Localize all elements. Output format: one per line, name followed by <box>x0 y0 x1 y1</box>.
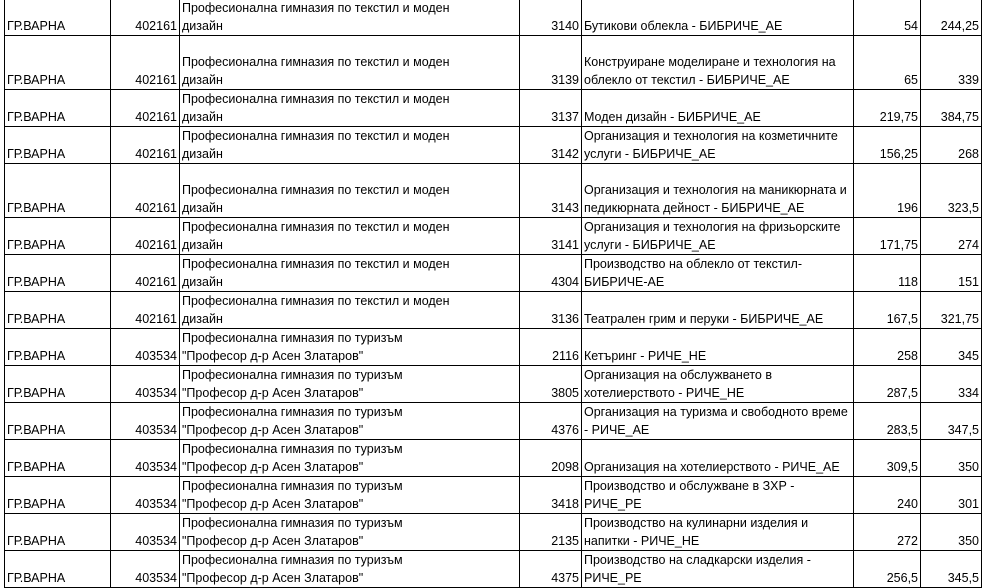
city-cell: ГР.ВАРНА <box>5 440 111 477</box>
specialty-name-cell: Производство и обслужване в ЗХР - РИЧЕ_РЕ <box>582 477 854 514</box>
school-name-cell: Професионална гимназия по текстил и моден дизайн <box>180 0 520 36</box>
school-code-cell: 402161 <box>111 292 180 329</box>
table-row <box>5 514 982 551</box>
max-score-cell: 321,75 <box>921 292 982 329</box>
table-row <box>5 403 982 440</box>
city-cell: ГР.ВАРНА <box>5 366 111 403</box>
specialty-code-cell: 4376 <box>520 403 582 440</box>
school-name-cell: Професионална гимназия по текстил и моден дизайн <box>180 36 520 90</box>
city-cell: ГР.ВАРНА <box>5 477 111 514</box>
school-code-cell: 403534 <box>111 403 180 440</box>
specialty-code-cell: 3142 <box>520 127 582 164</box>
min-score-cell: 287,5 <box>854 366 921 403</box>
table-row <box>5 366 982 403</box>
max-score-cell: 151 <box>921 255 982 292</box>
school-name-cell: Професионална гимназия по текстил и моден дизайн <box>180 90 520 127</box>
specialty-name-cell: Моден дизайн - БИБРИЧЕ_АЕ <box>582 90 854 127</box>
school-code-cell: 403534 <box>111 551 180 588</box>
school-code-cell: 403534 <box>111 329 180 366</box>
min-score-cell: 272 <box>854 514 921 551</box>
specialty-name-cell: Конструиране моделиране и технология на облекло от текстил - БИБРИЧЕ_АЕ <box>582 36 854 90</box>
school-name-cell: Професионална гимназия по туризъм "Професор д-р Асен Златаров" <box>180 366 520 403</box>
max-score-cell: 244,25 <box>921 0 982 36</box>
specialty-name-cell: Организация на хотелиерството - РИЧЕ_АЕ <box>582 440 854 477</box>
specialty-code-cell: 2116 <box>520 329 582 366</box>
min-score-cell: 156,25 <box>854 127 921 164</box>
min-score-cell: 283,5 <box>854 403 921 440</box>
specialty-name-cell: Театрален грим и перуки - БИБРИЧЕ_АЕ <box>582 292 854 329</box>
table-row <box>5 292 982 329</box>
max-score-cell: 350 <box>921 440 982 477</box>
city-cell: ГР.ВАРНА <box>5 164 111 218</box>
min-score-cell: 65 <box>854 36 921 90</box>
city-cell: ГР.ВАРНА <box>5 403 111 440</box>
city-cell: ГР.ВАРНА <box>5 0 111 36</box>
school-name-cell: Професионална гимназия по текстил и моден дизайн <box>180 127 520 164</box>
specialty-name-cell: Организация и технология на козметичните услуги - БИБРИЧЕ_АЕ <box>582 127 854 164</box>
min-score-cell: 256,5 <box>854 551 921 588</box>
school-name-cell: Професионална гимназия по туризъм "Професор д-р Асен Златаров" <box>180 329 520 366</box>
min-score-cell: 54 <box>854 0 921 36</box>
max-score-cell: 268 <box>921 127 982 164</box>
max-score-cell: 323,5 <box>921 164 982 218</box>
max-score-cell: 274 <box>921 218 982 255</box>
school-name-cell: Професионална гимназия по туризъм "Професор д-р Асен Златаров" <box>180 440 520 477</box>
specialty-name-cell: Организация на туризма и свободното време - РИЧЕ_АЕ <box>582 403 854 440</box>
specialty-code-cell: 4375 <box>520 551 582 588</box>
min-score-cell: 240 <box>854 477 921 514</box>
table-row <box>5 440 982 477</box>
max-score-cell: 347,5 <box>921 403 982 440</box>
min-score-cell: 167,5 <box>854 292 921 329</box>
specialty-code-cell: 3139 <box>520 36 582 90</box>
specialty-name-cell: Бутикови облекла - БИБРИЧЕ_АЕ <box>582 0 854 36</box>
specialty-name-cell: Кетъринг - РИЧЕ_НЕ <box>582 329 854 366</box>
specialty-code-cell: 4304 <box>520 255 582 292</box>
max-score-cell: 345,5 <box>921 551 982 588</box>
city-cell: ГР.ВАРНА <box>5 127 111 164</box>
max-score-cell: 345 <box>921 329 982 366</box>
max-score-cell: 301 <box>921 477 982 514</box>
specialty-code-cell: 3805 <box>520 366 582 403</box>
school-code-cell: 402161 <box>111 255 180 292</box>
school-name-cell: Професионална гимназия по туризъм "Професор д-р Асен Златаров" <box>180 403 520 440</box>
max-score-cell: 339 <box>921 36 982 90</box>
school-code-cell: 402161 <box>111 90 180 127</box>
specialty-code-cell: 2098 <box>520 440 582 477</box>
specialty-name-cell: Организация и технология на фризьорските услуги - БИБРИЧЕ_АЕ <box>582 218 854 255</box>
city-cell: ГР.ВАРНА <box>5 292 111 329</box>
city-cell: ГР.ВАРНА <box>5 90 111 127</box>
city-cell: ГР.ВАРНА <box>5 36 111 90</box>
min-score-cell: 171,75 <box>854 218 921 255</box>
min-score-cell: 309,5 <box>854 440 921 477</box>
specialty-code-cell: 3140 <box>520 0 582 36</box>
school-code-cell: 402161 <box>111 127 180 164</box>
max-score-cell: 350 <box>921 514 982 551</box>
school-name-cell: Професионална гимназия по текстил и моден дизайн <box>180 292 520 329</box>
min-score-cell: 258 <box>854 329 921 366</box>
school-code-cell: 402161 <box>111 36 180 90</box>
table-row <box>5 551 982 588</box>
specialty-code-cell: 2135 <box>520 514 582 551</box>
min-score-cell: 219,75 <box>854 90 921 127</box>
specialty-name-cell: Организация и технология на маникюрната и педикюрната дейност - БИБРИЧЕ_АЕ <box>582 164 854 218</box>
table-row <box>5 218 982 255</box>
table-row <box>5 36 982 90</box>
school-name-cell: Професионална гимназия по туризъм "Професор д-р Асен Златаров" <box>180 514 520 551</box>
specialty-code-cell: 3141 <box>520 218 582 255</box>
specialty-code-cell: 3136 <box>520 292 582 329</box>
city-cell: ГР.ВАРНА <box>5 514 111 551</box>
specialty-code-cell: 3143 <box>520 164 582 218</box>
school-code-cell: 402161 <box>111 218 180 255</box>
table-row <box>5 329 982 366</box>
specialty-code-cell: 3137 <box>520 90 582 127</box>
min-score-cell: 196 <box>854 164 921 218</box>
school-code-cell: 403534 <box>111 514 180 551</box>
results-table <box>4 0 982 588</box>
specialty-name-cell: Производство на облекло от текстил- БИБРИЧЕ-АЕ <box>582 255 854 292</box>
school-code-cell: 403534 <box>111 440 180 477</box>
results-table-body <box>5 0 982 588</box>
school-name-cell: Професионална гимназия по текстил и моден дизайн <box>180 218 520 255</box>
school-name-cell: Професионална гимназия по текстил и моден дизайн <box>180 255 520 292</box>
table-row <box>5 477 982 514</box>
school-name-cell: Професионална гимназия по туризъм "Професор д-р Асен Златаров" <box>180 477 520 514</box>
specialty-name-cell: Организация на обслужването в хотелиерството - РИЧЕ_НЕ <box>582 366 854 403</box>
table-row <box>5 127 982 164</box>
city-cell: ГР.ВАРНА <box>5 551 111 588</box>
table-row <box>5 0 982 36</box>
specialty-name-cell: Производство на сладкарски изделия - РИЧЕ_РЕ <box>582 551 854 588</box>
specialty-name-cell: Производство на кулинарни изделия и напитки - РИЧЕ_НЕ <box>582 514 854 551</box>
school-name-cell: Професионална гимназия по текстил и моден дизайн <box>180 164 520 218</box>
city-cell: ГР.ВАРНА <box>5 218 111 255</box>
city-cell: ГР.ВАРНА <box>5 255 111 292</box>
min-score-cell: 118 <box>854 255 921 292</box>
table-row <box>5 255 982 292</box>
school-code-cell: 402161 <box>111 0 180 36</box>
city-cell: ГР.ВАРНА <box>5 329 111 366</box>
specialty-code-cell: 3418 <box>520 477 582 514</box>
school-code-cell: 403534 <box>111 366 180 403</box>
max-score-cell: 384,75 <box>921 90 982 127</box>
max-score-cell: 334 <box>921 366 982 403</box>
school-name-cell: Професионална гимназия по туризъм "Професор д-р Асен Златаров" <box>180 551 520 588</box>
table-row <box>5 90 982 127</box>
table-row <box>5 164 982 218</box>
school-code-cell: 403534 <box>111 477 180 514</box>
school-code-cell: 402161 <box>111 164 180 218</box>
